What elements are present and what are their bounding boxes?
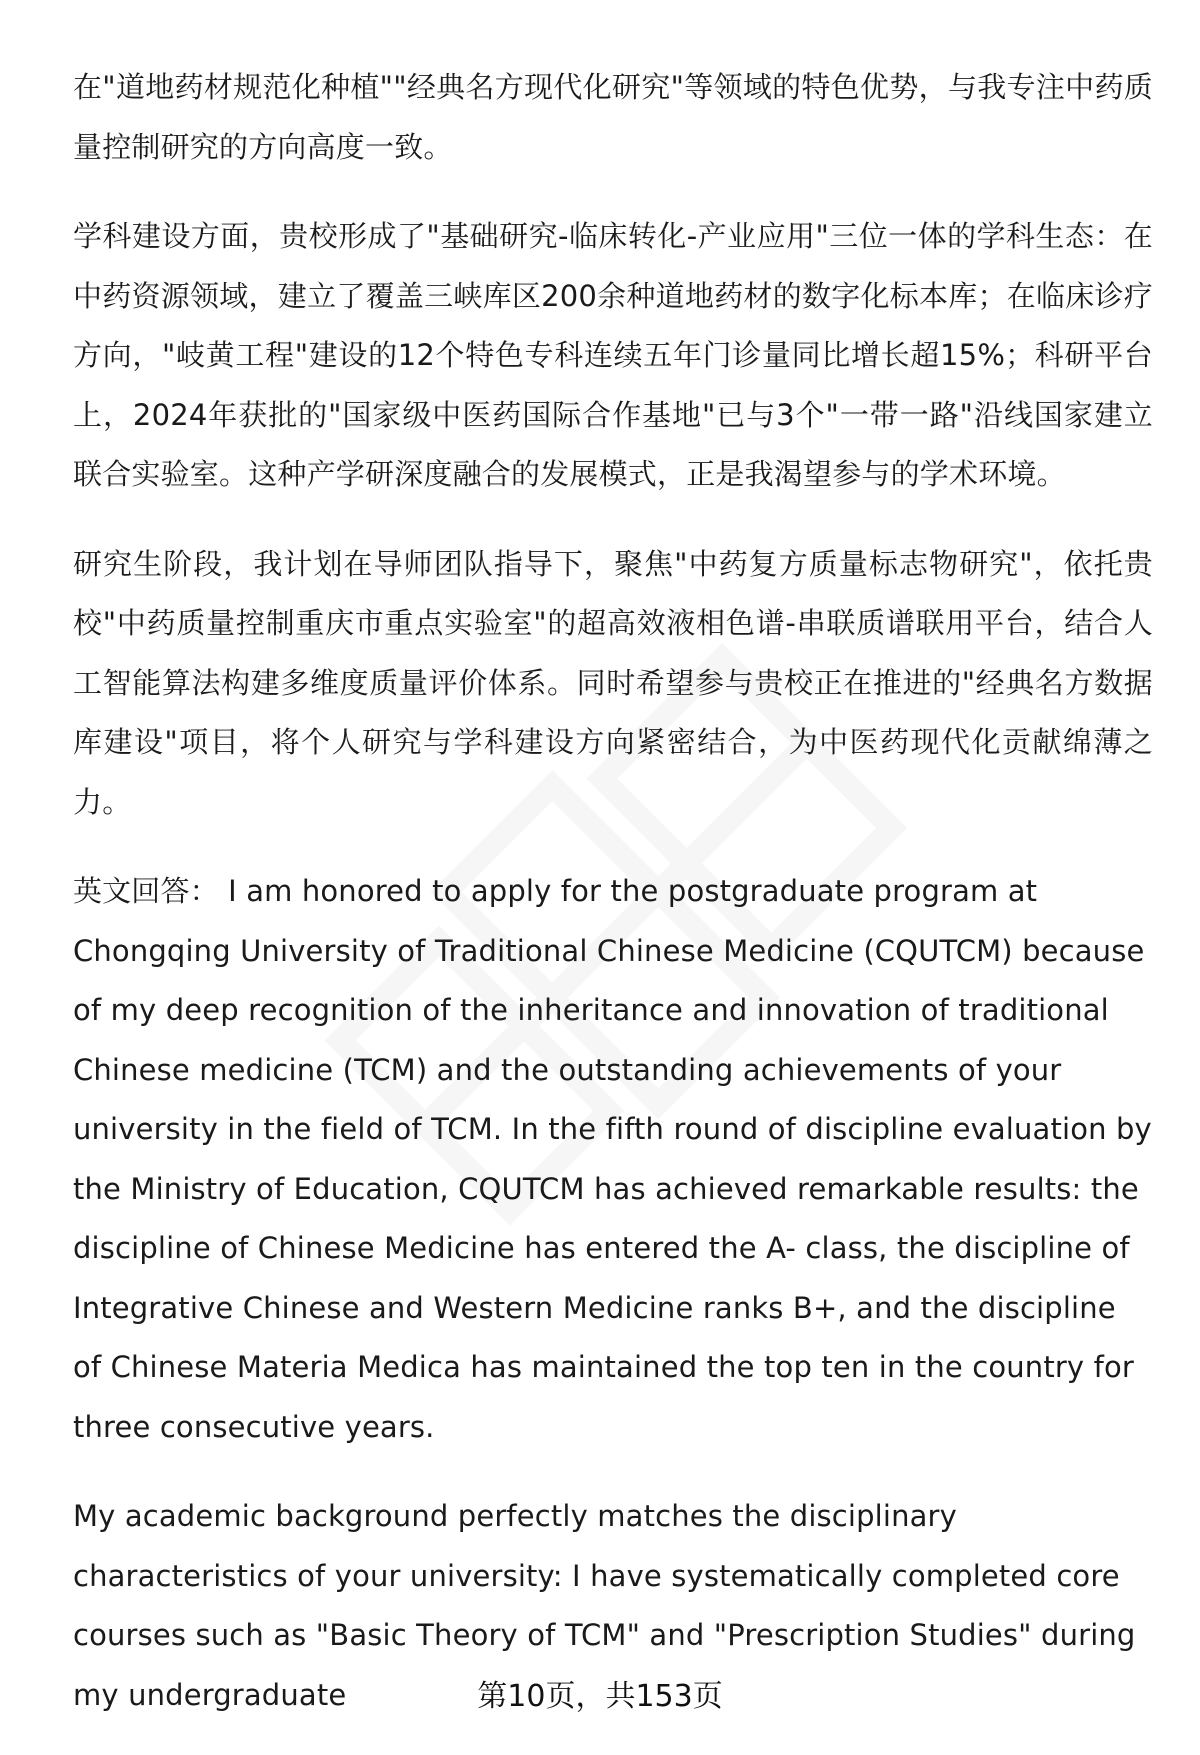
paragraph-zh-1: 在"道地药材规范化种植""经典名方现代化研究"等领域的特色优势，与我专注中药质量控制研究的方向高度一致。 bbox=[73, 70, 1153, 164]
paragraph-zh-3: 研究生阶段，我计划在导师团队指导下，聚焦"中药复方质量标志物研究"，依托贵校"中药质量控制重庆市重点实验室"的超高效液相色谱-串联质谱联用平台，结合人工智能算法构建多维度质量评价体系。同时希望参与贵校正在推进的"经典名方数据库建设"项目，将个人研究与学科建设方向紧密结合，为中医药现代化贡献绵薄之力。 bbox=[73, 546, 1153, 819]
paragraph-en-answer: 英文回答： I am honored to apply for the postgraduate program at Chongqing University of Traditional Chinese Medicine (CQUTCM) because of my deep recognition of the inheritance and innovation of traditional Chinese medicine (TCM) and the outstanding achievements of your university in the field of TCM. In the fifth round of discipline evaluation by the Ministry of Education, CQUTCM has achieved remarkable results: the discipline of Chinese Medicine has entered the A- class, the discipline of Integrative Chinese and Western Medicine ranks B+, and the discipline of Chinese Materia Medica has maintained the top ten in the country for three consecutive years. bbox=[73, 874, 1152, 1444]
page-number-footer: 第10页，共153页 bbox=[477, 1679, 723, 1714]
document-body bbox=[73, 58, 1153, 1755]
paragraph-zh-2: 学科建设方面，贵校形成了"基础研究-临床转化-产业应用"三位一体的学科生态：在中药资源领域，建立了覆盖三峡库区200余种道地药材的数字化标本库；在临床诊疗方向，"岐黄工程"建设的12个特色专科连续五年门诊量同比增长超15%；科研平台上，2024年获批的"国家级中医药国际合作基地"已与3个"一带一路"沿线国家建立联合实验室。这种产学研深度融合的发展模式，正是我渴望参与的学术环境。 bbox=[73, 219, 1153, 491]
paragraph-en-background: My academic background perfectly matches the disciplinary characteristics of your university: I have systematically completed core courses such as "Basic Theory of TCM" and "Prescription Studies" during my undergraduate bbox=[73, 1499, 1136, 1712]
